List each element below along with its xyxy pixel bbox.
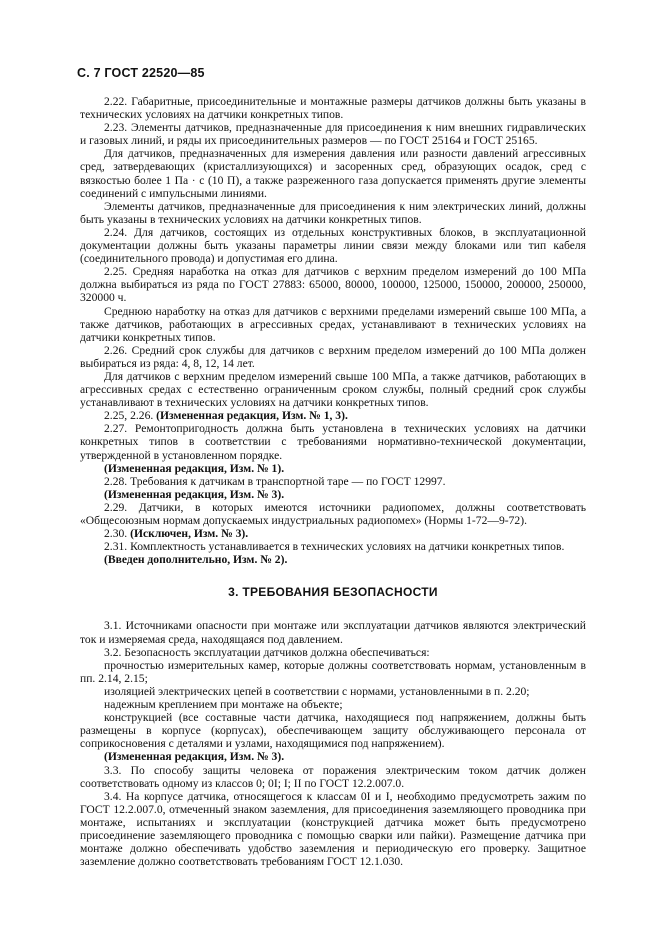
amendment-note-2-25-2-26 — [80, 409, 586, 422]
paragraph: Для датчиков с верхним пределом измерений свыше 100 МПа, а также датчиков, работающих в агрессивных средах с естественно ограниченным сроком службы, полный средний срок службы устанавливают в технических условиях на датчики конкретных типов. — [80, 369, 586, 410]
paragraph-2-28: 2.28. Требования к датчикам в транспортной таре — по ГОСТ 12997. — [104, 474, 446, 488]
paragraph: изоляцией электрических цепей в соответствии с нормами, установленными в п. 2.20; — [104, 684, 530, 698]
paragraph-2-22: 2.22. Габаритные, присоединительные и монтажные размеры датчиков должны быть указаны в технических условиях на датчики конкретных типов. — [80, 95, 586, 122]
paragraph-3-4: 3.4. На корпусе датчика, относящегося к классам 0I и I, необходимо предусмотреть зажим по ГОСТ 12.2.007.0, отмеченный знаком заземления, для присоединения заземляющего проводника при монтаже, испытаниях и эксплуатации (конструкцией датчика может быть предусмотрено присоединение заземляющего проводника с помощью сварки или пайки). Размещение датчика при монтаже должно обеспечивать удобство заземления и периодическую его проверку. Защитное заземление должно соответствовать требованиям ГОСТ 12.1.030. — [80, 789, 586, 869]
clause-number: 2.30. — [104, 527, 131, 541]
paragraph-2-29: 2.29. Датчики, в которых имеются источники радиопомех, должны соответствовать «Общесоюзным нормам допускаемых индустриальных радиопомех» (Нормы 1-72—9-72). — [80, 500, 586, 527]
paragraph-3-3: 3.3. По способу защиты человека от поражения электрическим током датчик должен соответствовать одному из классов 0; 0I; I; II по ГОСТ 12.2.007.0. — [80, 763, 586, 790]
amendment-note: (Измененная редакция, Изм. № 3). — [104, 487, 285, 501]
paragraph: Элементы датчиков, предназначенные для присоединения к ним электрических линий, должны быть указаны в технических условиях на датчики конкретных типов. — [80, 199, 586, 226]
paragraph-2-31: 2.31. Комплектность устанавливается в технических условиях на датчики конкретных типов. — [104, 540, 565, 554]
section-title: 3. ТРЕБОВАНИЯ БЕЗОПАСНОСТИ — [228, 585, 438, 600]
paragraph-2-24: 2.24. Для датчиков, состоящих из отдельных конструктивных блоков, в эксплуатационной документации должны быть указаны параметры линии связи между блоками или тип кабеля (соединительного провода) и допустимая его длина. — [80, 225, 586, 266]
paragraph-2-27: 2.27. Ремонтопригодность должна быть установлена в технических условиях на датчики конкретных типов в соответствии с требованиями нормативно-технической документации, утвержденной в установленном порядке. — [80, 422, 586, 462]
paragraph-3-2: 3.2. Безопасность эксплуатации датчиков должна обеспечиваться: — [104, 645, 430, 659]
paragraph-2-26: 2.26. Средний срок службы для датчиков с верхним пределом измерений до 100 МПа должен выбираться из ряда: 4, 8, 12, 14 лет. — [80, 343, 586, 370]
amendment-text: (Измененная редакция, Изм. № 1, 3). — [156, 409, 348, 423]
paragraph: прочностью измерительных камер, которые должны соответствовать нормам, установленным в пп. 2.14, 2.15; — [80, 658, 586, 685]
paragraph-2-23: 2.23. Элементы датчиков, предназначенные для присоединения к ним внешних гидравлических и газовых линий, и ряды их присоединительных размеров — по ГОСТ 25164 и ГОСТ 25165. — [80, 121, 586, 148]
amendment-text: (Исключен, Изм. № 3). — [130, 527, 249, 541]
paragraph: конструкцией (все составные части датчика, находящиеся под напряжением, должны быть размещены в корпусе (корпусах), обеспечивающем защиту обслуживающего персонала от соприкосновения с деталями и узлами, находящимися под напряжением). — [80, 711, 586, 751]
paragraph: надежным креплением при монтаже на объекте; — [104, 698, 343, 712]
paragraph: Среднюю наработку на отказ для датчиков с верхними пределами измерений свыше 100 МПа, а также датчиков, работающих в агрессивных средах, устанавливают в технических условиях на датчики конкретных типов. — [80, 304, 586, 344]
paragraph-2-25: 2.25. Средняя наработка на отказ для датчиков с верхним пределом измерений до 100 МПа должна выбираться из ряда по ГОСТ 27883: 65000, 80000, 100000, 125000, 150000, 200000, 250000, 320000 ч. — [80, 265, 586, 305]
paragraph-2-30 — [80, 527, 586, 540]
clause-number: 2.25, 2.26. — [104, 409, 157, 423]
amendment-note: (Измененная редакция, Изм. № 3). — [104, 750, 285, 764]
amendment-note: (Введен дополнительно, Изм. № 2). — [104, 553, 288, 567]
document-body — [80, 95, 586, 868]
paragraph-3-1: 3.1. Источниками опасности при монтаже или эксплуатации датчиков являются электрический ток и измеряемая среда, находящаяся под давлением. — [80, 619, 586, 646]
paragraph: Для датчиков, предназначенных для измерения давления или разности давлений агрессивных сред, затвердевающих (кристаллизующихся) и засоренных сред, образующих осадок, сред с вязкостью более 1 Па · с (10 П), а также разреженного газа допускается применять другие элементы соединений с импульсными линиями. — [80, 147, 586, 200]
amendment-note: (Измененная редакция, Изм. № 1). — [104, 461, 285, 475]
page-header: С. 7 ГОСТ 22520—85 — [77, 66, 205, 80]
